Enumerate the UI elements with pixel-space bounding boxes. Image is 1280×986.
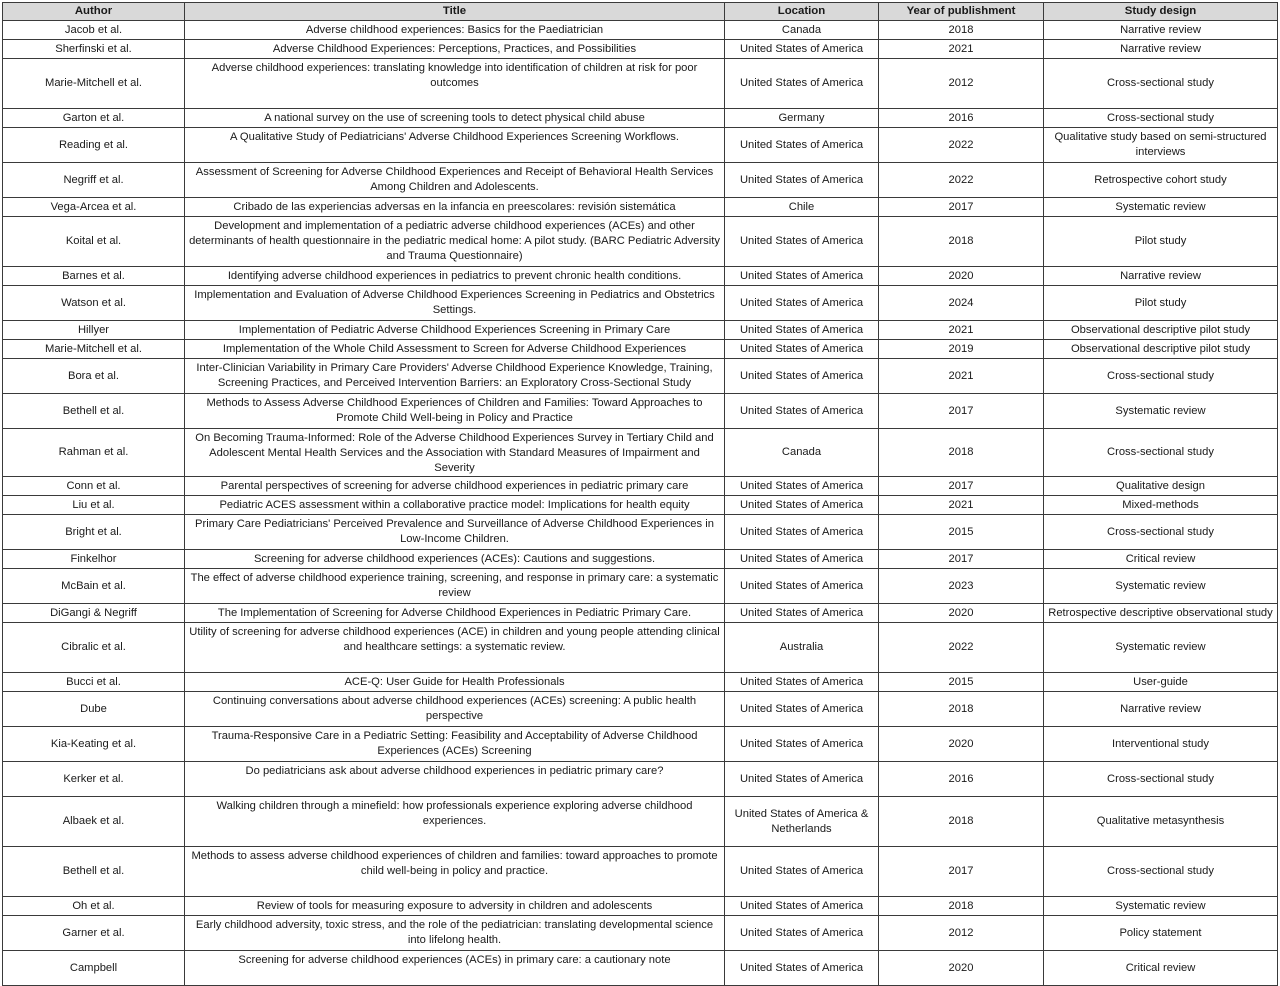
author-cell: Bora et al. [3, 359, 185, 394]
title-cell: Screening for adverse childhood experiences (ACEs): Cautions and suggestions. [185, 550, 725, 569]
author-cell: Oh et al. [3, 897, 185, 916]
title-cell: Continuing conversations about adverse childhood experiences (ACEs) screening: A public health perspective [185, 692, 725, 727]
title-cell: Identifying adverse childhood experiences in pediatrics to prevent chronic health conditions. [185, 267, 725, 286]
title-cell: A national survey on the use of screening tools to detect physical child abuse [185, 109, 725, 128]
table-row [3, 604, 1278, 623]
study-design-cell: Cross-sectional study [1044, 762, 1278, 797]
location-cell: Australia [725, 623, 879, 673]
year-cell: 2012 [879, 59, 1044, 109]
study-design-cell: Interventional study [1044, 727, 1278, 762]
study-design-cell: Systematic review [1044, 394, 1278, 429]
title-cell: ACE-Q: User Guide for Health Professionals [185, 673, 725, 692]
table-row [3, 59, 1278, 109]
study-design-cell: Critical review [1044, 951, 1278, 986]
study-design-cell: Cross-sectional study [1044, 515, 1278, 550]
author-cell: Kerker et al. [3, 762, 185, 797]
author-cell: Hillyer [3, 321, 185, 340]
table-row [3, 569, 1278, 604]
table-row [3, 217, 1278, 267]
table-row [3, 286, 1278, 321]
study-design-cell: Cross-sectional study [1044, 429, 1278, 477]
table-row [3, 267, 1278, 286]
table-row [3, 515, 1278, 550]
author-cell: Bethell et al. [3, 847, 185, 897]
year-cell: 2015 [879, 515, 1044, 550]
year-cell: 2022 [879, 128, 1044, 163]
year-cell: 2022 [879, 163, 1044, 198]
author-cell: Reading et al. [3, 128, 185, 163]
title-cell: Assessment of Screening for Adverse Childhood Experiences and Receipt of Behavioral Health Services Among Children and Adolescents. [185, 163, 725, 198]
year-cell: 2020 [879, 267, 1044, 286]
location-cell: United States of America [725, 916, 879, 951]
author-cell: Marie-Mitchell et al. [3, 59, 185, 109]
table-row [3, 550, 1278, 569]
location-cell: Canada [725, 429, 879, 477]
location-cell: United States of America [725, 897, 879, 916]
title-cell: Adverse childhood experiences: translating knowledge into identification of children at risk for poor outcomes [185, 59, 725, 109]
title-cell: Methods to assess adverse childhood experiences of children and families: toward approaches to promote child well-being in policy and practice. [185, 847, 725, 897]
year-cell: 2021 [879, 359, 1044, 394]
author-cell: Campbell [3, 951, 185, 986]
table-row [3, 951, 1278, 986]
title-cell: Review of tools for measuring exposure to adversity in children and adolescents [185, 897, 725, 916]
title-cell: Utility of screening for adverse childhood experiences (ACE) in children and young people attending clinical and healthcare settings: a systematic review. [185, 623, 725, 673]
location-cell: United States of America & Netherlands [725, 797, 879, 847]
title-cell: Walking children through a minefield: how professionals experience exploring adverse childhood experiences. [185, 797, 725, 847]
author-cell: Bethell et al. [3, 394, 185, 429]
study-design-cell: Qualitative metasynthesis [1044, 797, 1278, 847]
year-cell: 2015 [879, 673, 1044, 692]
location-cell: United States of America [725, 40, 879, 59]
table-row [3, 394, 1278, 429]
year-cell: 2024 [879, 286, 1044, 321]
author-cell: Vega-Arcea et al. [3, 198, 185, 217]
year-cell: 2017 [879, 550, 1044, 569]
year-cell: 2018 [879, 897, 1044, 916]
title-cell: Implementation of the Whole Child Assessment to Screen for Adverse Childhood Experiences [185, 340, 725, 359]
year-cell: 2017 [879, 847, 1044, 897]
title-cell: Implementation of Pediatric Adverse Childhood Experiences Screening in Primary Care [185, 321, 725, 340]
author-cell: Finkelhor [3, 550, 185, 569]
table-row [3, 321, 1278, 340]
location-cell: Chile [725, 198, 879, 217]
year-cell: 2019 [879, 340, 1044, 359]
study-design-cell: User-guide [1044, 673, 1278, 692]
location-cell: Germany [725, 109, 879, 128]
title-cell: Pediatric ACES assessment within a collaborative practice model: Implications for health equity [185, 496, 725, 515]
location-cell: United States of America [725, 394, 879, 429]
location-cell: United States of America [725, 604, 879, 623]
study-design-cell: Narrative review [1044, 40, 1278, 59]
study-design-cell: Systematic review [1044, 198, 1278, 217]
author-cell: Barnes et al. [3, 267, 185, 286]
author-cell: Conn et al. [3, 477, 185, 496]
study-design-cell: Observational descriptive pilot study [1044, 321, 1278, 340]
title-cell: Do pediatricians ask about adverse childhood experiences in pediatric primary care? [185, 762, 725, 797]
location-cell: United States of America [725, 727, 879, 762]
author-cell: Cibralic et al. [3, 623, 185, 673]
year-cell: 2021 [879, 40, 1044, 59]
author-cell: Sherfinski et al. [3, 40, 185, 59]
table-row [3, 847, 1278, 897]
location-cell: United States of America [725, 321, 879, 340]
location-cell: United States of America [725, 496, 879, 515]
author-cell: Bucci et al. [3, 673, 185, 692]
table-row [3, 128, 1278, 163]
title-cell: Cribado de las experiencias adversas en la infancia en preescolares: revisión sistemática [185, 198, 725, 217]
table-row [3, 673, 1278, 692]
location-cell: United States of America [725, 286, 879, 321]
title-cell: The Implementation of Screening for Adverse Childhood Experiences in Pediatric Primary Care. [185, 604, 725, 623]
table-row [3, 340, 1278, 359]
table-row [3, 797, 1278, 847]
location-cell: United States of America [725, 359, 879, 394]
study-design-cell: Policy statement [1044, 916, 1278, 951]
study-design-cell: Systematic review [1044, 569, 1278, 604]
year-cell: 2021 [879, 496, 1044, 515]
table-row [3, 40, 1278, 59]
year-cell: 2016 [879, 762, 1044, 797]
studies-table [2, 2, 1278, 986]
table-row [3, 692, 1278, 727]
author-cell: Dube [3, 692, 185, 727]
year-cell: 2017 [879, 477, 1044, 496]
location-cell: United States of America [725, 951, 879, 986]
study-design-cell: Systematic review [1044, 897, 1278, 916]
author-cell: DiGangi & Negriff [3, 604, 185, 623]
title-cell: Screening for adverse childhood experiences (ACEs) in primary care: a cautionary note [185, 951, 725, 986]
table-row [3, 359, 1278, 394]
year-cell: 2018 [879, 692, 1044, 727]
location-cell: United States of America [725, 762, 879, 797]
location-cell: Canada [725, 21, 879, 40]
table-row [3, 429, 1278, 477]
author-cell: Koital et al. [3, 217, 185, 267]
location-cell: United States of America [725, 477, 879, 496]
location-cell: United States of America [725, 128, 879, 163]
study-design-cell: Cross-sectional study [1044, 109, 1278, 128]
header-row [3, 3, 1278, 21]
study-design-cell: Cross-sectional study [1044, 847, 1278, 897]
study-design-cell: Retrospective descriptive observational study [1044, 604, 1278, 623]
title-cell: Inter-Clinician Variability in Primary Care Providers' Adverse Childhood Experience Knowledge, Training, Screening Practices, and Perceived Intervention Barriers: an Exploratory Cross-Sectional Study [185, 359, 725, 394]
year-cell: 2018 [879, 429, 1044, 477]
table-row [3, 897, 1278, 916]
location-cell: United States of America [725, 217, 879, 267]
column-header-title: Title [185, 3, 725, 21]
location-cell: United States of America [725, 569, 879, 604]
table-row [3, 198, 1278, 217]
year-cell: 2018 [879, 217, 1044, 267]
author-cell: Garton et al. [3, 109, 185, 128]
year-cell: 2018 [879, 797, 1044, 847]
author-cell: Kia-Keating et al. [3, 727, 185, 762]
year-cell: 2017 [879, 198, 1044, 217]
year-cell: 2017 [879, 394, 1044, 429]
study-design-cell: Narrative review [1044, 21, 1278, 40]
author-cell: Jacob et al. [3, 21, 185, 40]
title-cell: Trauma-Responsive Care in a Pediatric Setting: Feasibility and Acceptability of Adverse Childhood Experiences (ACEs) Screening [185, 727, 725, 762]
location-cell: United States of America [725, 340, 879, 359]
study-design-cell: Narrative review [1044, 267, 1278, 286]
title-cell: Implementation and Evaluation of Adverse Childhood Experiences Screening in Pediatrics and Obstetrics Settings. [185, 286, 725, 321]
location-cell: United States of America [725, 847, 879, 897]
column-header-location: Location [725, 3, 879, 21]
title-cell: A Qualitative Study of Pediatricians' Adverse Childhood Experiences Screening Workflows. [185, 128, 725, 163]
title-cell: Development and implementation of a pediatric adverse childhood experiences (ACEs) and other determinants of health questionnaire in the pediatric medical home: A pilot study. (BARC Pediatric Adversity and Trauma Questionnaire) [185, 217, 725, 267]
author-cell: Garner et al. [3, 916, 185, 951]
study-design-cell: Mixed-methods [1044, 496, 1278, 515]
table-body [3, 21, 1278, 986]
year-cell: 2018 [879, 21, 1044, 40]
study-design-cell: Cross-sectional study [1044, 359, 1278, 394]
location-cell: United States of America [725, 692, 879, 727]
table-row [3, 109, 1278, 128]
location-cell: United States of America [725, 673, 879, 692]
title-cell: Parental perspectives of screening for adverse childhood experiences in pediatric primary care [185, 477, 725, 496]
author-cell: Watson et al. [3, 286, 185, 321]
column-header-author: Author [3, 3, 185, 21]
title-cell: On Becoming Trauma-Informed: Role of the Adverse Childhood Experiences Survey in Tertiary Child and Adolescent Mental Health Services and the Association with Standard Measures of Impairment and Severity [185, 429, 725, 477]
author-cell: Marie-Mitchell et al. [3, 340, 185, 359]
study-design-cell: Narrative review [1044, 692, 1278, 727]
year-cell: 2020 [879, 604, 1044, 623]
study-design-cell: Cross-sectional study [1044, 59, 1278, 109]
year-cell: 2021 [879, 321, 1044, 340]
title-cell: The effect of adverse childhood experience training, screening, and response in primary care: a systematic review [185, 569, 725, 604]
study-design-cell: Systematic review [1044, 623, 1278, 673]
location-cell: United States of America [725, 550, 879, 569]
location-cell: United States of America [725, 59, 879, 109]
title-cell: Adverse childhood experiences: Basics for the Paediatrician [185, 21, 725, 40]
author-cell: Negriff et al. [3, 163, 185, 198]
author-cell: Bright et al. [3, 515, 185, 550]
table-row [3, 477, 1278, 496]
table-row [3, 623, 1278, 673]
author-cell: McBain et al. [3, 569, 185, 604]
year-cell: 2020 [879, 951, 1044, 986]
year-cell: 2022 [879, 623, 1044, 673]
column-header-study-design: Study design [1044, 3, 1278, 21]
author-cell: Liu et al. [3, 496, 185, 515]
author-cell: Albaek et al. [3, 797, 185, 847]
table-row [3, 163, 1278, 198]
location-cell: United States of America [725, 267, 879, 286]
title-cell: Primary Care Pediatricians' Perceived Prevalence and Surveillance of Adverse Childhood Experiences in Low-Income Children. [185, 515, 725, 550]
study-design-cell: Retrospective cohort study [1044, 163, 1278, 198]
location-cell: United States of America [725, 515, 879, 550]
table-row [3, 21, 1278, 40]
study-design-cell: Pilot study [1044, 286, 1278, 321]
table-row [3, 916, 1278, 951]
table-row [3, 496, 1278, 515]
study-design-cell: Qualitative design [1044, 477, 1278, 496]
title-cell: Early childhood adversity, toxic stress, and the role of the pediatrician: translating developmental science into lifelong health. [185, 916, 725, 951]
table-row [3, 727, 1278, 762]
study-design-cell: Critical review [1044, 550, 1278, 569]
column-header-year: Year of publishment [879, 3, 1044, 21]
study-design-cell: Observational descriptive pilot study [1044, 340, 1278, 359]
study-design-cell: Pilot study [1044, 217, 1278, 267]
author-cell: Rahman et al. [3, 429, 185, 477]
year-cell: 2012 [879, 916, 1044, 951]
table-row [3, 762, 1278, 797]
title-cell: Methods to Assess Adverse Childhood Experiences of Children and Families: Toward Approaches to Promote Child Well-being in Policy and Practice [185, 394, 725, 429]
location-cell: United States of America [725, 163, 879, 198]
year-cell: 2016 [879, 109, 1044, 128]
study-design-cell: Qualitative study based on semi-structured interviews [1044, 128, 1278, 163]
year-cell: 2020 [879, 727, 1044, 762]
year-cell: 2023 [879, 569, 1044, 604]
title-cell: Adverse Childhood Experiences: Perceptions, Practices, and Possibilities [185, 40, 725, 59]
